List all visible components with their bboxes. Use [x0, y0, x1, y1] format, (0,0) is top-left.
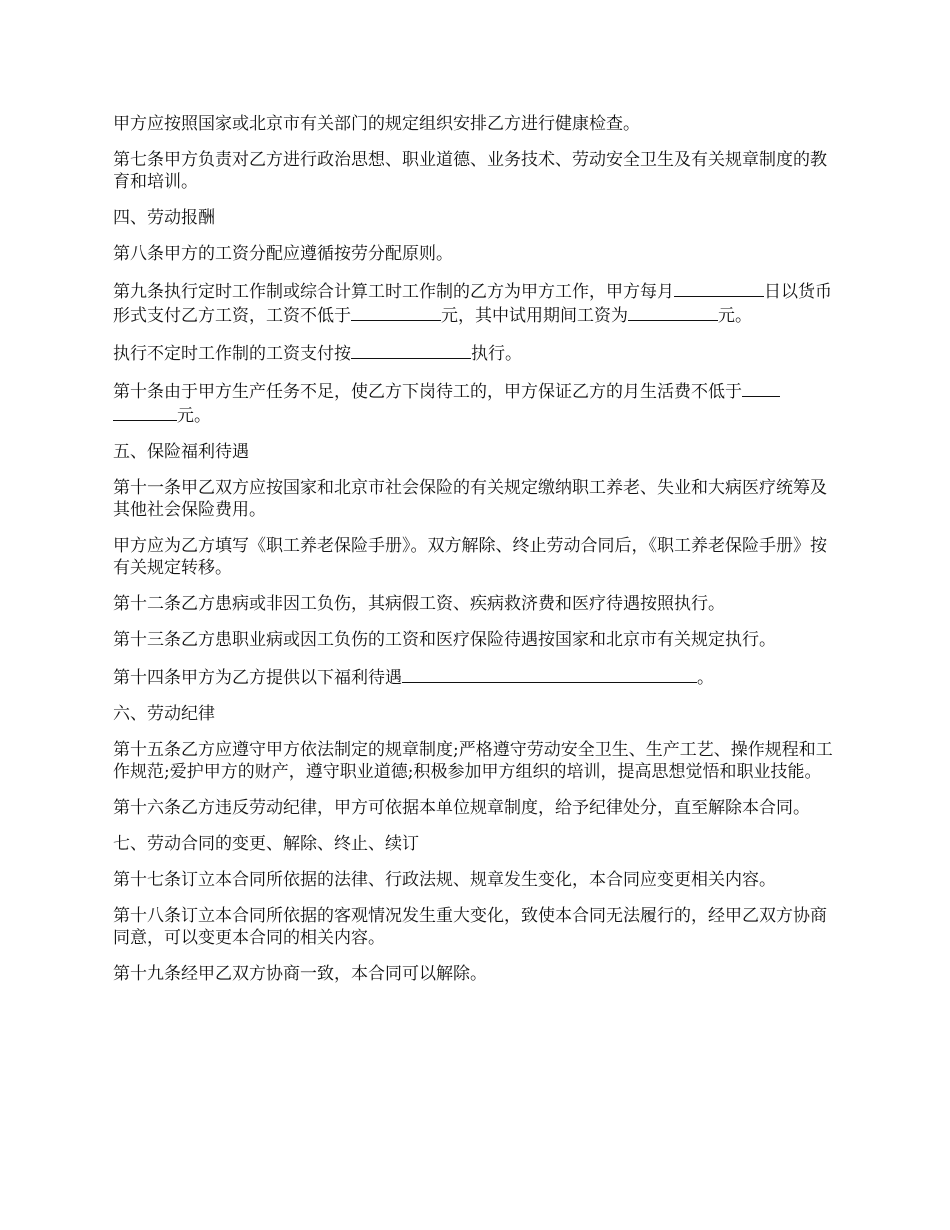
article-10-text-b: 元。 — [177, 406, 211, 426]
paragraph-article-9 — [113, 279, 843, 327]
section-heading-discipline: 六、劳动纪律 — [113, 704, 215, 724]
flexible-pay-blank — [351, 341, 471, 359]
paragraph-article-7: 第七条甲方负责对乙方进行政治思想、职业道德、业务技术、劳动安全卫生及有关规章制度的教育和培训。 — [113, 150, 827, 192]
min-wage-blank — [351, 303, 441, 321]
paragraph-pension-handbook: 甲方应为乙方填写《职工养老保险手册》。双方解除、终止劳动合同后，《职工养老保险手册》按有关规定转移。 — [113, 536, 827, 578]
paragraph-article-17: 第十七条订立本合同所依据的法律、行政法规、规章发生变化，本合同应变更相关内容。 — [113, 870, 776, 890]
living-allowance-blank-2 — [113, 403, 177, 421]
article-10-text-a: 第十条由于甲方生产任务不足，使乙方下岗待工的，甲方保证乙方的月生活费不低于 — [113, 382, 742, 402]
paragraph-article-15: 第十五条乙方应遵守甲方依法制定的规章制度;严格遵守劳动安全卫生、生产工艺、操作规程和工作规范;爱护甲方的财产，遵守职业道德;积极参加甲方组织的培训，提高思想觉悟和职业技能。 — [113, 740, 833, 782]
section-heading-remuneration: 四、劳动报酬 — [113, 208, 215, 228]
paragraph-article-19: 第十九条经甲乙双方协商一致，本合同可以解除。 — [113, 964, 487, 984]
welfare-blank — [402, 665, 697, 683]
paragraph-article-13: 第十三条乙方患职业病或因工负伤的工资和医疗保险待遇按国家和北京市有关规定执行。 — [113, 630, 776, 650]
paragraph-flexible-hours — [113, 341, 843, 365]
section-heading-insurance: 五、保险福利待遇 — [113, 442, 249, 462]
article-9-text-b: 日以货币形式支付乙方工资，工资不低于 — [113, 282, 832, 326]
article-9-text-d: 元。 — [718, 306, 752, 326]
paragraph-article-11: 第十一条甲乙双方应按国家和北京市社会保险的有关规定缴纳职工养老、失业和大病医疗统筹及其他社会保险费用。 — [113, 478, 827, 520]
document-page — [113, 113, 843, 999]
paragraph-article-14 — [113, 665, 843, 689]
pay-day-blank — [674, 279, 764, 297]
paragraph-article-18: 第十八条订立本合同所依据的客观情况发生重大变化，致使本合同无法履行的，经甲乙双方协商同意，可以变更本合同的相关内容。 — [113, 906, 827, 948]
paragraph-article-16: 第十六条乙方违反劳动纪律，甲方可依据本单位规章制度，给予纪律处分，直至解除本合同。 — [113, 798, 810, 818]
flexible-hours-text-a: 执行不定时工作制的工资支付按 — [113, 344, 351, 364]
article-9-text-c: 元，其中试用期间工资为 — [441, 306, 628, 326]
article-14-text-b: 。 — [697, 668, 714, 688]
living-allowance-blank-1 — [742, 379, 780, 397]
flexible-hours-text-b: 执行。 — [471, 344, 522, 364]
paragraph-article-12: 第十二条乙方患病或非因工负伤，其病假工资、疾病救济费和医疗待遇按照执行。 — [113, 594, 725, 614]
section-heading-contract-change: 七、劳动合同的变更、解除、终止、续订 — [113, 834, 419, 854]
probation-wage-blank — [628, 303, 718, 321]
paragraph-article-10 — [113, 379, 843, 427]
article-9-text-a: 第九条执行定时工作制或综合计算工时工作制的乙方为甲方工作，甲方每月 — [113, 282, 674, 302]
article-14-text-a: 第十四条甲方为乙方提供以下福利待遇 — [113, 668, 402, 688]
paragraph-health-check: 甲方应按照国家或北京市有关部门的规定组织安排乙方进行健康检查。 — [113, 114, 640, 134]
paragraph-article-8: 第八条甲方的工资分配应遵循按劳分配原则。 — [113, 244, 453, 264]
